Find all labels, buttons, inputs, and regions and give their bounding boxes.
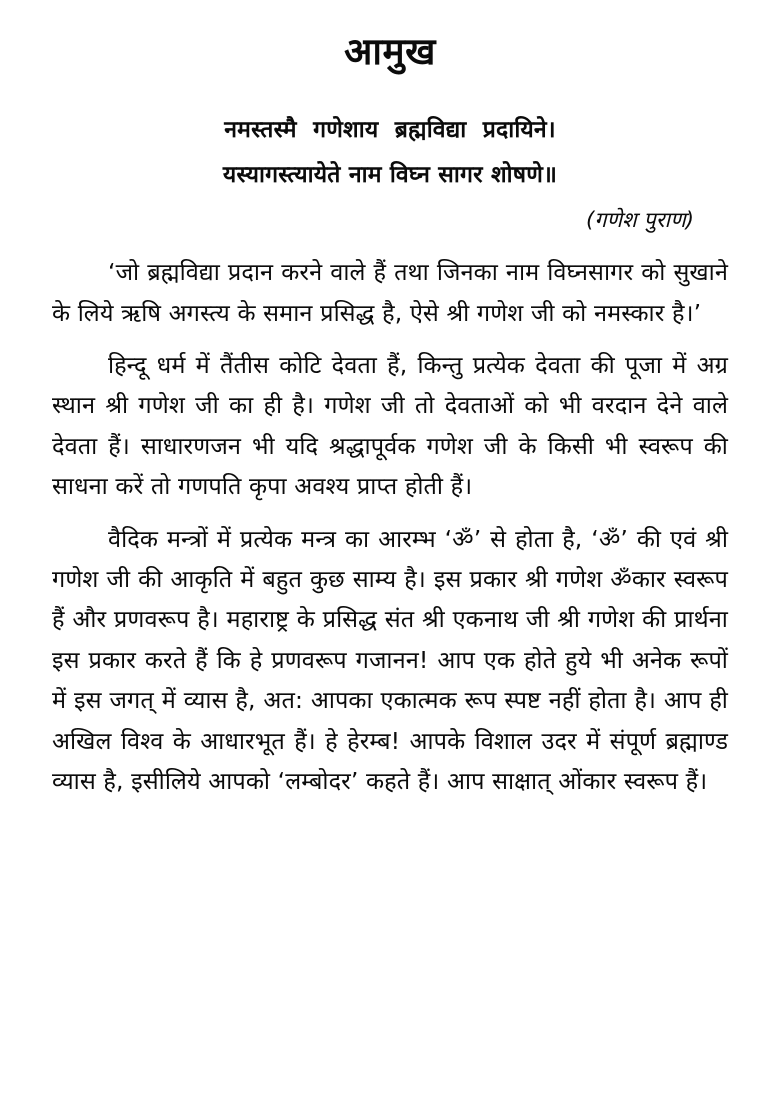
body-paragraph-3: वैदिक मन्त्रों में प्रत्येक मन्त्र का आरम्भ ‘ॐ’ से होता है, ‘ॐ’ की एवं श्री गणेश जी की आकृति में बहुत कुछ साम्य है। इस प्रकार श्री गणेश ॐकार स्वरूप हैं और प्रणवरूप है। महाराष्ट्र के प्रसिद्ध संत श्री एकनाथ जी श्री गणेश की प्रार्थना इस प्रकार करते हैं कि हे प्रणवरूप गजानन! आप एक होते हुये भी अनेक रूपों में इस जगत् में व्यास है, अत: आपका एकात्मक रूप स्पष्ट नहीं होता है। आप ही अखिल विश्व के आधारभूत हैं। हे हेरम्ब! आपके विशाल उदर में संपूर्ण ब्रह्माण्ड व्यास है, इसीलिये आपको ‘लम्बोदर’ कहते हैं। आप साक्षात् ओंकार स्वरूप हैं। xyxy=(52,524,728,796)
body-paragraph-1: ‘जो ब्रह्मविद्या प्रदान करने वाले हैं तथा जिनका नाम विघ्नसागर को सुखाने के लिये ऋषि अगस्त्य के समान प्रसिद्ध है, ऐसे श्री गणेश जी को नमस्कार है।’ xyxy=(52,258,728,327)
verse-line-2: यस्यागस्त्यायेते नाम विघ्न सागर शोषणे॥ xyxy=(222,162,558,189)
verse-line-1: नमस्तस्मै गणेशाय ब्रह्मविद्या प्रदायिने। xyxy=(224,117,556,144)
sanskrit-verse xyxy=(52,108,728,198)
page-title: आमुख xyxy=(344,30,436,73)
verse-attribution: (गणेश पुराण) xyxy=(586,208,694,234)
body-paragraph-2: हिन्दू धर्म में तैंतीस कोटि देवता हैं, किन्तु प्रत्येक देवता की पूजा में अग्र स्थान श्री गणेश जी का ही है। गणेश जी तो देवताओं को भी वरदान देने वाले देवता हैं। साधारणजन भी यदि श्रद्धापूर्वक गणेश जी के किसी भी स्वरूप की साधना करें तो गणपति कृपा अवश्य प्राप्त होती हैं। xyxy=(52,350,728,501)
